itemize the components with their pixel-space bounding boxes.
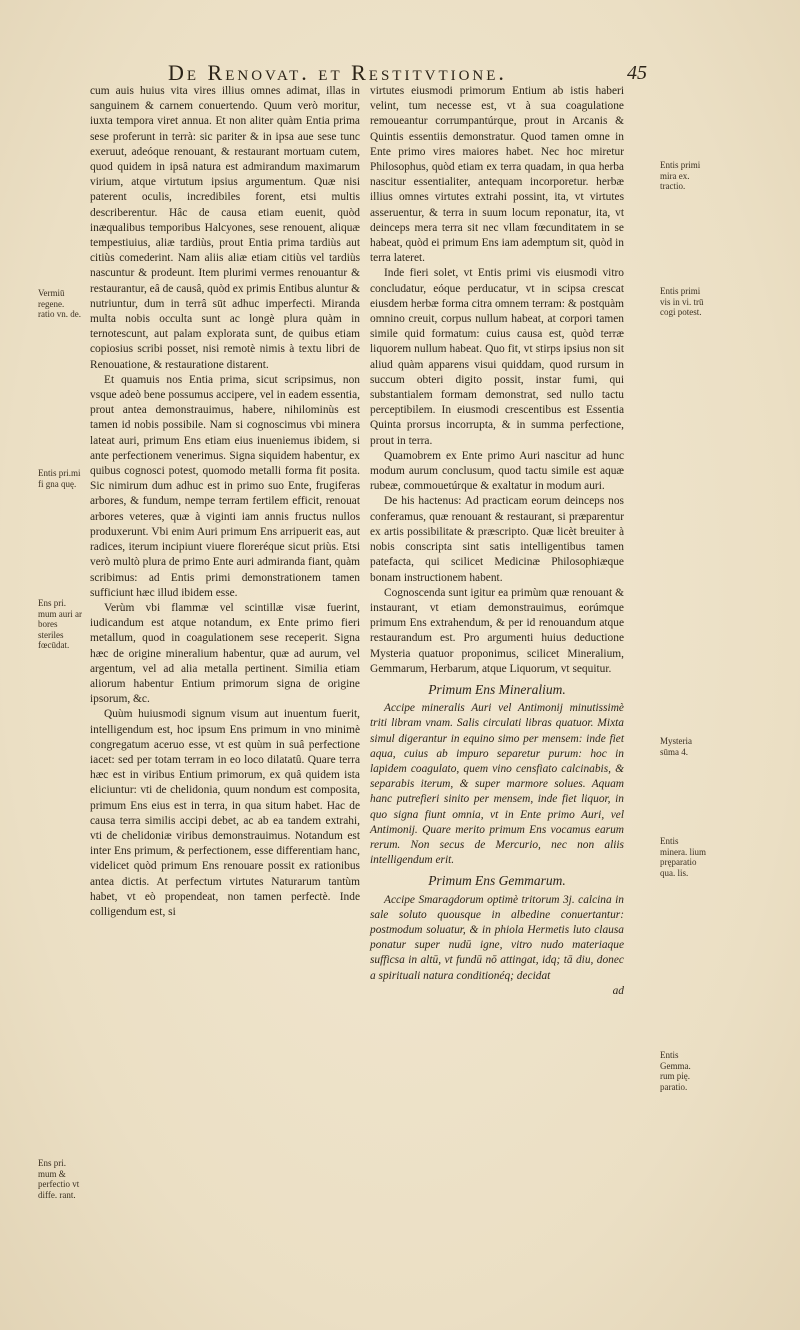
- margin-note-left-3: Ens pri. mum auri ar bores steriles fœcūdat.: [38, 598, 82, 650]
- margin-note-right-5: Entis Gemma. rum pię. paratio.: [660, 1050, 691, 1092]
- margin-note-right-1: Entis primi mira ex. tractio.: [660, 160, 701, 191]
- gem-recipe: Accipe Smaragdorum optimè tritorum 3j. calcina in sale soluto quousque in albedine conuertantur: postmodum soluatur, & in phiola Hermetis luto clausa ponatur super nudū igne, vitro nudo materiaque sufficsa in altū, vt fundū nō attingat, idq; tā diu, donec a spirituali natura conditionéq; decidat: [370, 893, 624, 982]
- right-paragraph-5: Cognoscenda sunt igitur ea primùm quæ renouant & instaurant, vt etiam demonstrauimus, eorúmque primum Ens extrahendum, & per id renouandum atque restaurandum est. Pro argumenti huius deductione Mysteria quatuor proponimus, scilicet Mineralium, Gemmarum, Herbarum, atque Liquorum, vt sequitur.: [370, 586, 624, 675]
- margin-note-right-3: Mysteria sūma 4.: [660, 736, 692, 757]
- margin-note-left-1: Vermiū regene. ratio vn. de.: [38, 288, 81, 319]
- left-paragraph-4: Quùm huiusmodi signum visum aut inuentum fuerit, intelligendum est, hoc ipsum Ens primum in vno minimè congregatum aceruo esse, vt est quùm in suâ perfectione iacet: sed per totam terram in eo loco dilatatû. Quare terra hæc est in viribus Entium primorum, ex quâ quidem ista eliciuntur: vti de chelidonia, quum nondum est composita, primum Ens eius est in terra, in qua situm habet. Hac de causa terra similis accipi debet, ac ab ea tandem extrahi, vti de chelidoniæ viribus demonstrauimus. Notandum est inter Ens primum, & perfectionem, esse differentiam hanc, videlicet quòd primum Ens renouare possit ex rationibus antea dictis. At perfectum virtutes Naturarum tantùm habet, vt eò propendeat, non tamen perfectè. Inde colligendum est, si: [90, 708, 360, 918]
- right-column: [370, 84, 624, 999]
- page-number: 45: [627, 62, 647, 84]
- left-column: [90, 84, 360, 920]
- right-paragraph-2: Inde fieri solet, vt Entis primi vis eiusmodi vitro concludatur, eóque perducatur, vt in scipsa crescat eiusdem herbæ forma citra omnem terram: & postquàm omnino creuit, corpus nullum habeat, at corpori tamen simile quid formatum: cuius causa est, quòd terræ liquorem nullum habeat. Quo fit, vt stirps ipsius non sit aliud quàm apparens visui quiddam, quod rursum in succum obteri digito possit, instar fumi, qui substantialem formam demonstrat, sed nullo tactu perceptibilem. In eiusmodi crescentibus est Essentia Quinta prorsus incorrupta, & in summa perfectione, prout in terra.: [370, 267, 624, 447]
- margin-note-left-2: Entis pri.mi fi gna quę.: [38, 468, 81, 489]
- left-paragraph-2: Et quamuis nos Entia prima, sicut scripsimus, non vsque adeò bene possumus accipere, vel in eadem essentia, prout antea demonstrauimus, habere, nihilominùs est tamen id nobis possibile. Nam si cognoscimus vbi minera lateat auri, primum Ens etiam eius inueniemus ibidem, si ante perfectionem venerimus. Signa siquidem habentur, ex quibus cognosci potest, quomodo metalli forma fit posita. Sic nimirum dum adhuc est in primo suo Ente, frugiferas arbores, & fundum, nempe terram fertilem efficit, renouat arbores veteres, quæ à viginti iam annis fructus nullos produxerunt. Vbi enim Auri primum Ens arripuerit eas, aut radices, iterum incipiunt viuere floreréque sicut priùs. Etsi verò multò plura de primo Ente auri admiranda fiant, quàm scribimus: ad Entis primi demonstrationem tamen sufficiunt hæc illud ibidem esse.: [90, 373, 360, 599]
- running-title: De Renovat. et Restitvtione.: [168, 60, 507, 85]
- left-paragraph-3: Verùm vbi flammæ vel scintillæ visæ fuerint, iudicandum est atque notandum, ex Ente primo fieri metallum, quod in coagulationem sese receperit. Signa hæc de origine mineralium habentur, quæ ad aurum, vel argentum, vel ad alia metalla pertinent. Similia etiam aliorum habentur Entium primorum signa de origine ipsorum, &c.: [90, 601, 360, 706]
- heading-primum-ens-gemmarum: Primum Ens Gemmarum.: [428, 873, 566, 889]
- right-paragraph-1: virtutes eiusmodi primorum Entium ab istis haberi velint, tum necesse est, vt à sua coagulatione remoueantur corrumpantúrque, prout in Arcanis & Quintis essentiis demonstratur. Quod tamen omne in Ente primo vires maiores habet. Nec hoc miretur Philosophus, quòd etiam ex terra quadam, in qua herba nascitur essentialiter, antequam incorporetur. herbæ illius omnes virtutes extrahi possint, ita, vt virtutes asseruentur, & terra in suum locum reponatur, ita, vt deinceps mera terra sit nec vllam fœcunditatem in se habeat, quòd ei primum Ens iam ademptum sit, quòd in terra lateret.: [370, 85, 624, 265]
- right-paragraph-4: De his hactenus: Ad practicam eorum deinceps nos conferamus, quæ renouant & restaurant, si præparentur ex artis possibilitate & præscripto. Quæ licèt breuiter à nobis conscripta sint satis intelligentibus tamen patefacta, qui scilicet Medicinæ Philosophiæque bonam instructionem habent.: [370, 495, 624, 584]
- margin-note-left-4: Ens pri. mum & perfectio vt diffe. rant.: [38, 1158, 80, 1200]
- margin-note-right-2: Entis primi vis in vi. trū cogi potest.: [660, 286, 704, 317]
- heading-primum-ens-mineralium: Primum Ens Mineralium.: [428, 681, 566, 697]
- margin-note-right-4: Entis minera. lium pręparatio qua. lis.: [660, 836, 706, 878]
- catchword: ad: [612, 984, 624, 997]
- left-paragraph-1: cum auis huius vita vires illius omnes adimat, illas in sanguinem & carnem conuertendo. Quum verò moritur, iuxta tempora viret annua. Et non aliter quàm Entia prima sese proferunt in terrà: sic pariter & in ipsa aue sese tunc exeruut, adeóque renouant, & restaurant mortuam cutem, quod quidem in ipsâ natura est admirandum maximarum virium, atque virtutum ipsius argumentum. Quæ nisi paterent oculis, incredibiles forent, etsi multis describerentur. Hâc de causa etiam euenit, quòd inæqualibus temporibus Halcyones, sese renouent, aliquæ tempestiuius, aliæ tardiùs, prout Entia prima tardiùs aut citiùs comederint. Nam aliis aliæ etiam citiùs vel tardiùs nascuntur & prodeunt. Item plurimi vermes renouantur & restaurantur, eâ de causâ, quòd ex primis Entibus aluntur & nutriuntur, dum in terrâ sūt adhuc imperfecti. Miranda multa nobis occulta sunt ac longè plura quàm in ternotescunt, aut palam explorata sunt, de quibus etiam copiosius scribi posset, nisi remotè nimis à textu libri de Renouatione, & restauratione distarent.: [90, 85, 360, 371]
- right-paragraph-3: Quamobrem ex Ente primo Auri nascitur ad hunc modum aurum conclusum, quod tactu simile est aquæ rubeæ, commouetúrque & exaltatur in modum auri.: [370, 449, 624, 493]
- mineral-recipe: Accipe mineralis Auri vel Antimonij minutissimè triti libram vnam. Salis circulati libras quatuor. Mixta simul digerantur in equino simo per mensem: inde fiet aqua, cuius ab impuro separetur purum: hoc in lapidem coagulato, quem vino censfiato calcinabis, & separabis iterum, & super marmore solues. Aquam hanc putrefieri sinito per mensem, inde fiet liquor, in quo signa fiunt omnia, vt in Ente primo Auri, vel Antimonij. Quare merito primum Ens vocamus earum rerum. Non secus de Mercurio, nec non aliis intelligendum erit.: [370, 702, 624, 867]
